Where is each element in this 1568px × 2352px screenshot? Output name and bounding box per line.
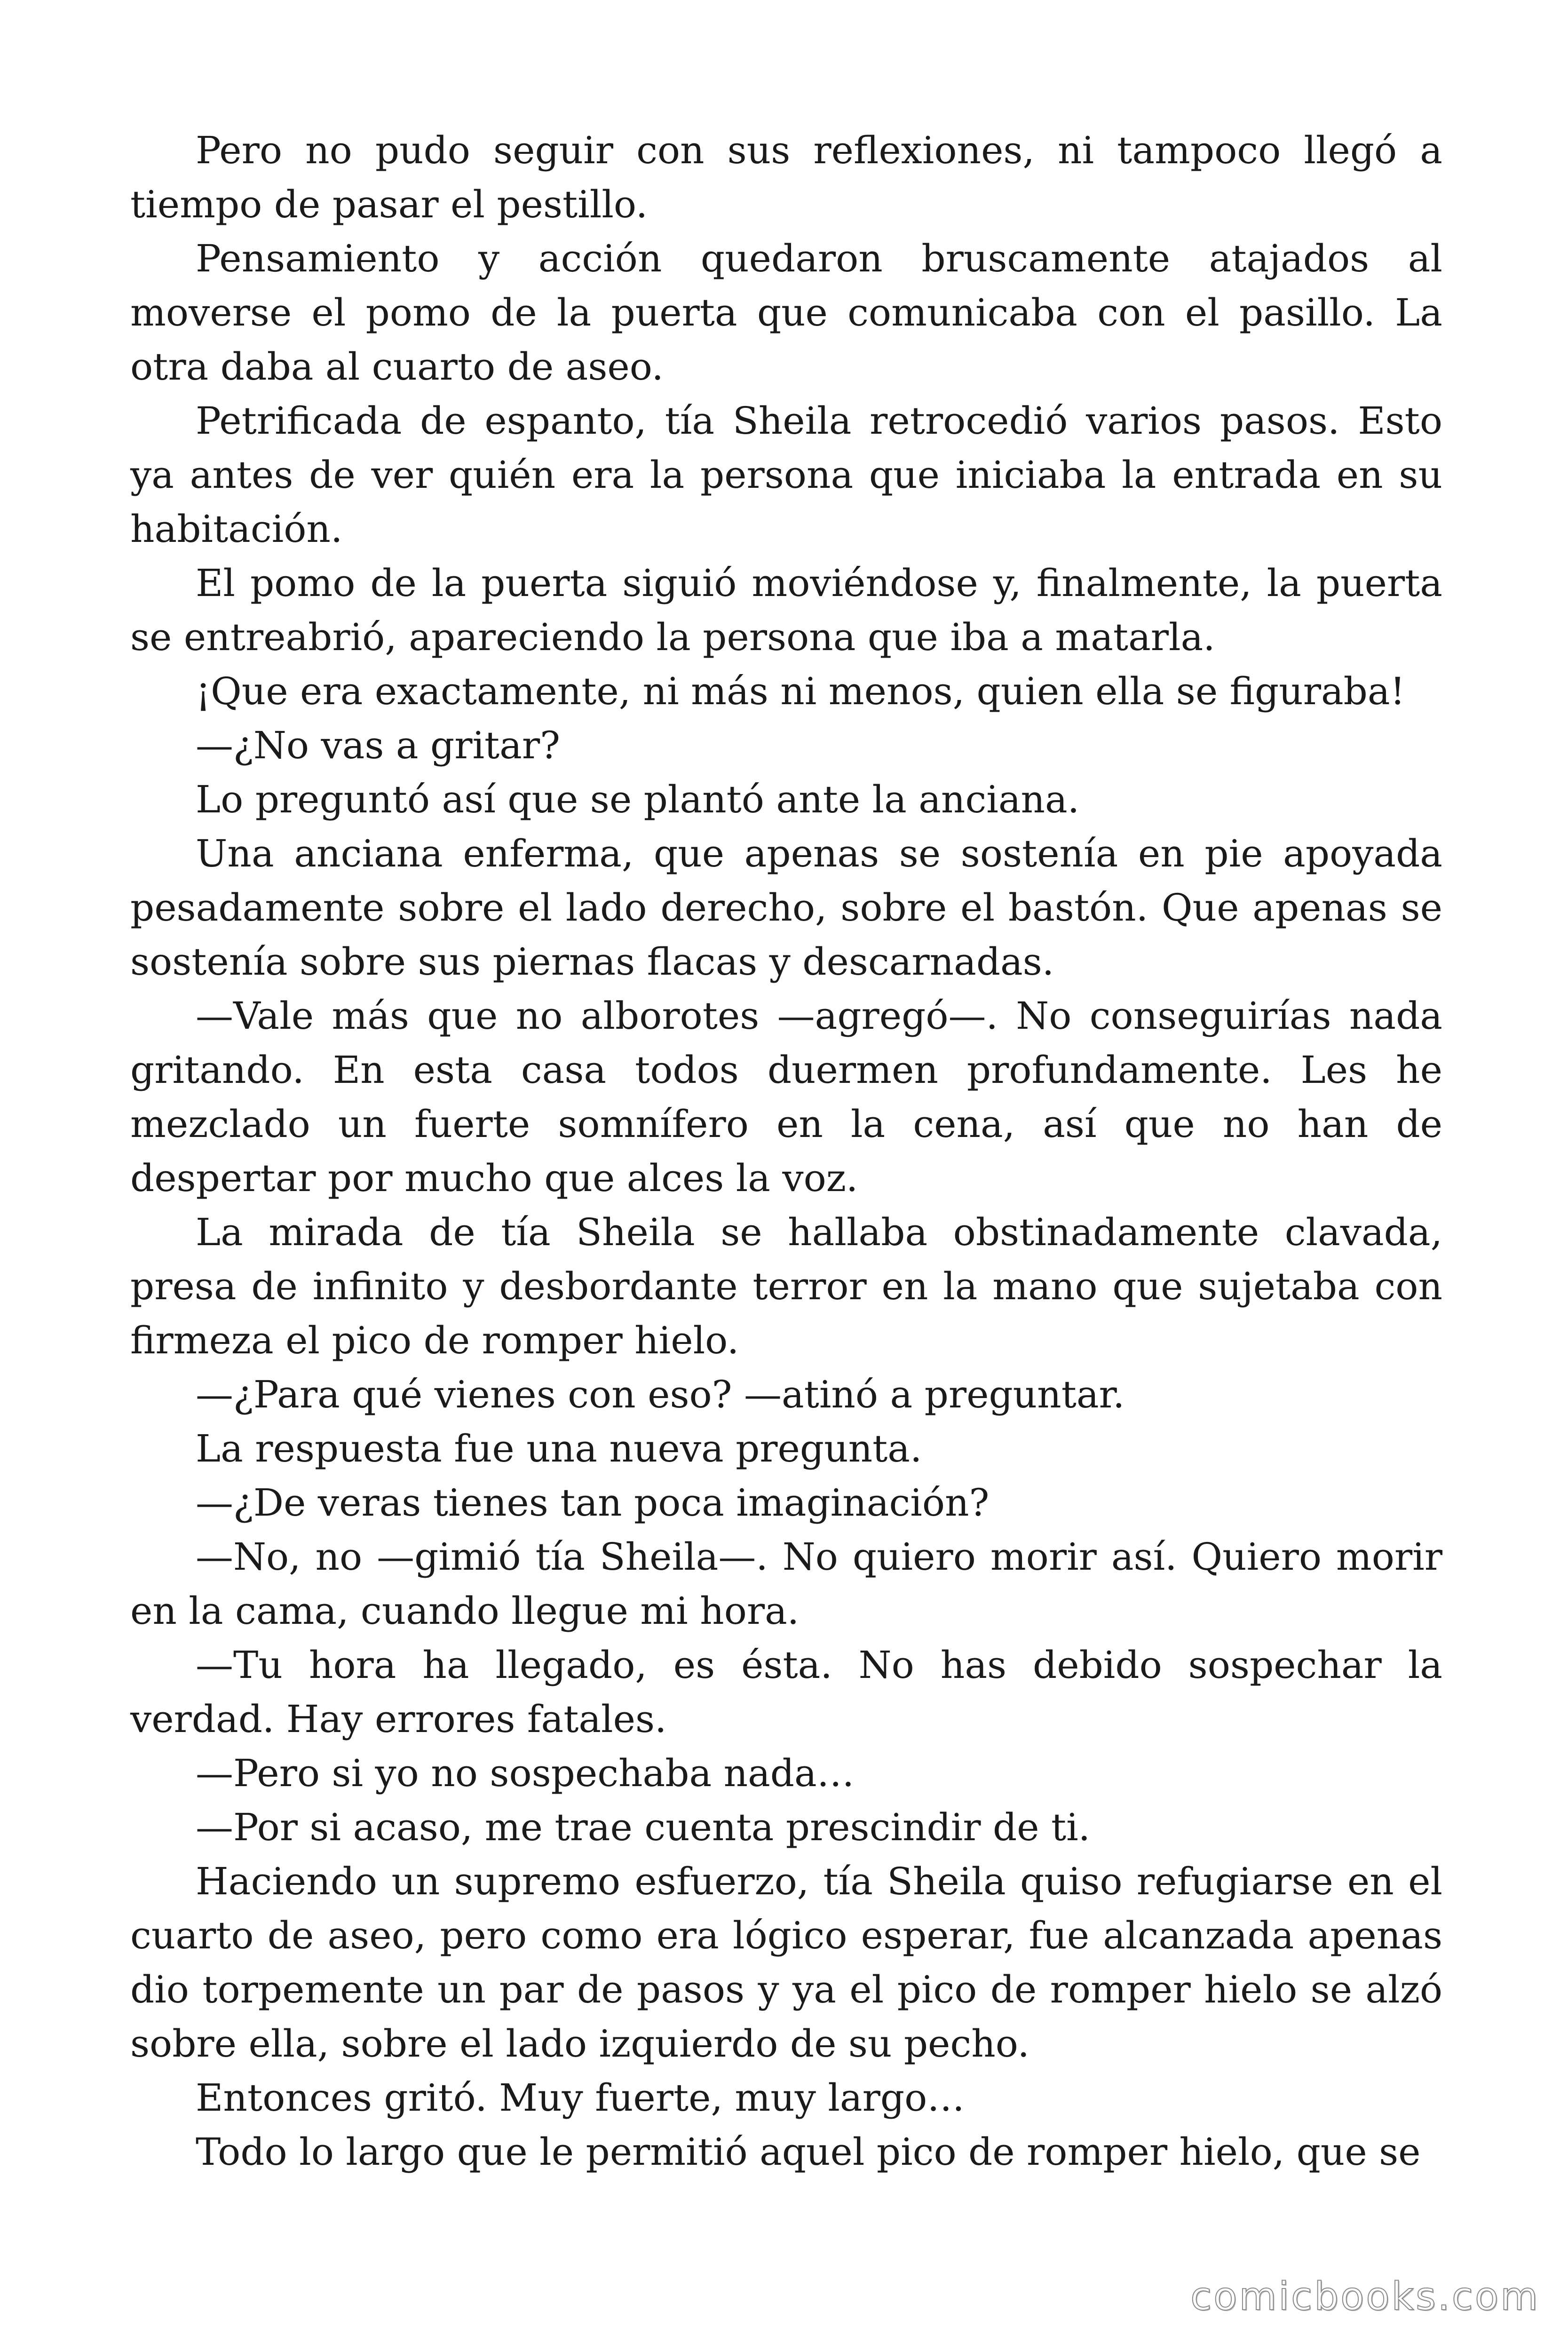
paragraph: Entonces gritó. Muy fuerte, muy largo…	[196, 2076, 965, 2120]
paragraph: La mirada de tía Sheila se hallaba obstinadamente clavada, presa de infinito y desbordante terror en la mano que sujetaba con firmeza el pico de romper hielo.	[130, 1210, 1442, 1362]
watermark: comicbooks.com	[1190, 2274, 1540, 2319]
paragraph: Pero no pudo seguir con sus reflexiones, ni tampoco llegó a tiempo de pasar el pestillo.	[130, 128, 1442, 226]
body-text	[130, 123, 1442, 2179]
paragraph: —Pero si yo no sospechaba nada…	[196, 1751, 855, 1795]
paragraph: Petrificada de espanto, tía Sheila retrocedió varios pasos. Esto ya antes de ver quién era la persona que iniciaba la entrada en su habitación.	[130, 399, 1442, 551]
paragraph: —Tu hora ha llegado, es ésta. No has debido sospechar la verdad. Hay errores fatales.	[130, 1643, 1442, 1741]
paragraph: —Vale más que no alborotes —agregó—. No conseguirías nada gritando. En esta casa todos duermen profundamente. Les he mezclado un fuerte somnífero en la cena, así que no han de despertar por mucho que alces la voz.	[130, 994, 1442, 1200]
paragraph: Pensamiento y acción quedaron bruscamente atajados al moverse el pomo de la puerta que comunicaba con el pasillo. La otra daba al cuarto de aseo.	[130, 237, 1442, 389]
paragraph: Una anciana enferma, que apenas se sostenía en pie apoyada pesadamente sobre el lado derecho, sobre el bastón. Que apenas se sostenía sobre sus piernas flacas y descarnadas.	[130, 832, 1442, 984]
paragraph: El pomo de la puerta siguió moviéndose y, finalmente, la puerta se entreabrió, apareciendo la persona que iba a matarla.	[130, 561, 1442, 659]
paragraph: La respuesta fue una nueva pregunta.	[196, 1427, 922, 1470]
paragraph: —¿De veras tienes tan poca imaginación?	[196, 1481, 990, 1525]
paragraph: Lo preguntó así que se plantó ante la anciana.	[196, 778, 1080, 821]
paragraph: Haciendo un supremo esfuerzo, tía Sheila quiso refugiarse en el cuarto de aseo, pero como era lógico esperar, fue alcanzada apenas dio torpemente un par de pasos y ya el pico de romper hielo se alzó sobre ella, sobre el lado izquierdo de su pecho.	[130, 1859, 1442, 2066]
paragraph: —Por si acaso, me trae cuenta prescindir de ti.	[196, 1805, 1091, 1849]
paragraph: ¡Que era exactamente, ni más ni menos, quien ella se figuraba!	[196, 669, 1405, 713]
paragraph: —No, no —gimió tía Sheila—. No quiero morir así. Quiero morir en la cama, cuando llegue mi hora.	[130, 1535, 1442, 1633]
paragraph: —¿No vas a gritar?	[196, 723, 560, 767]
paragraph: —¿Para qué vienes con eso? —atinó a preguntar.	[196, 1373, 1125, 1416]
paragraph: Todo lo largo que le permitió aquel pico de romper hielo, que se	[196, 2130, 1421, 2174]
